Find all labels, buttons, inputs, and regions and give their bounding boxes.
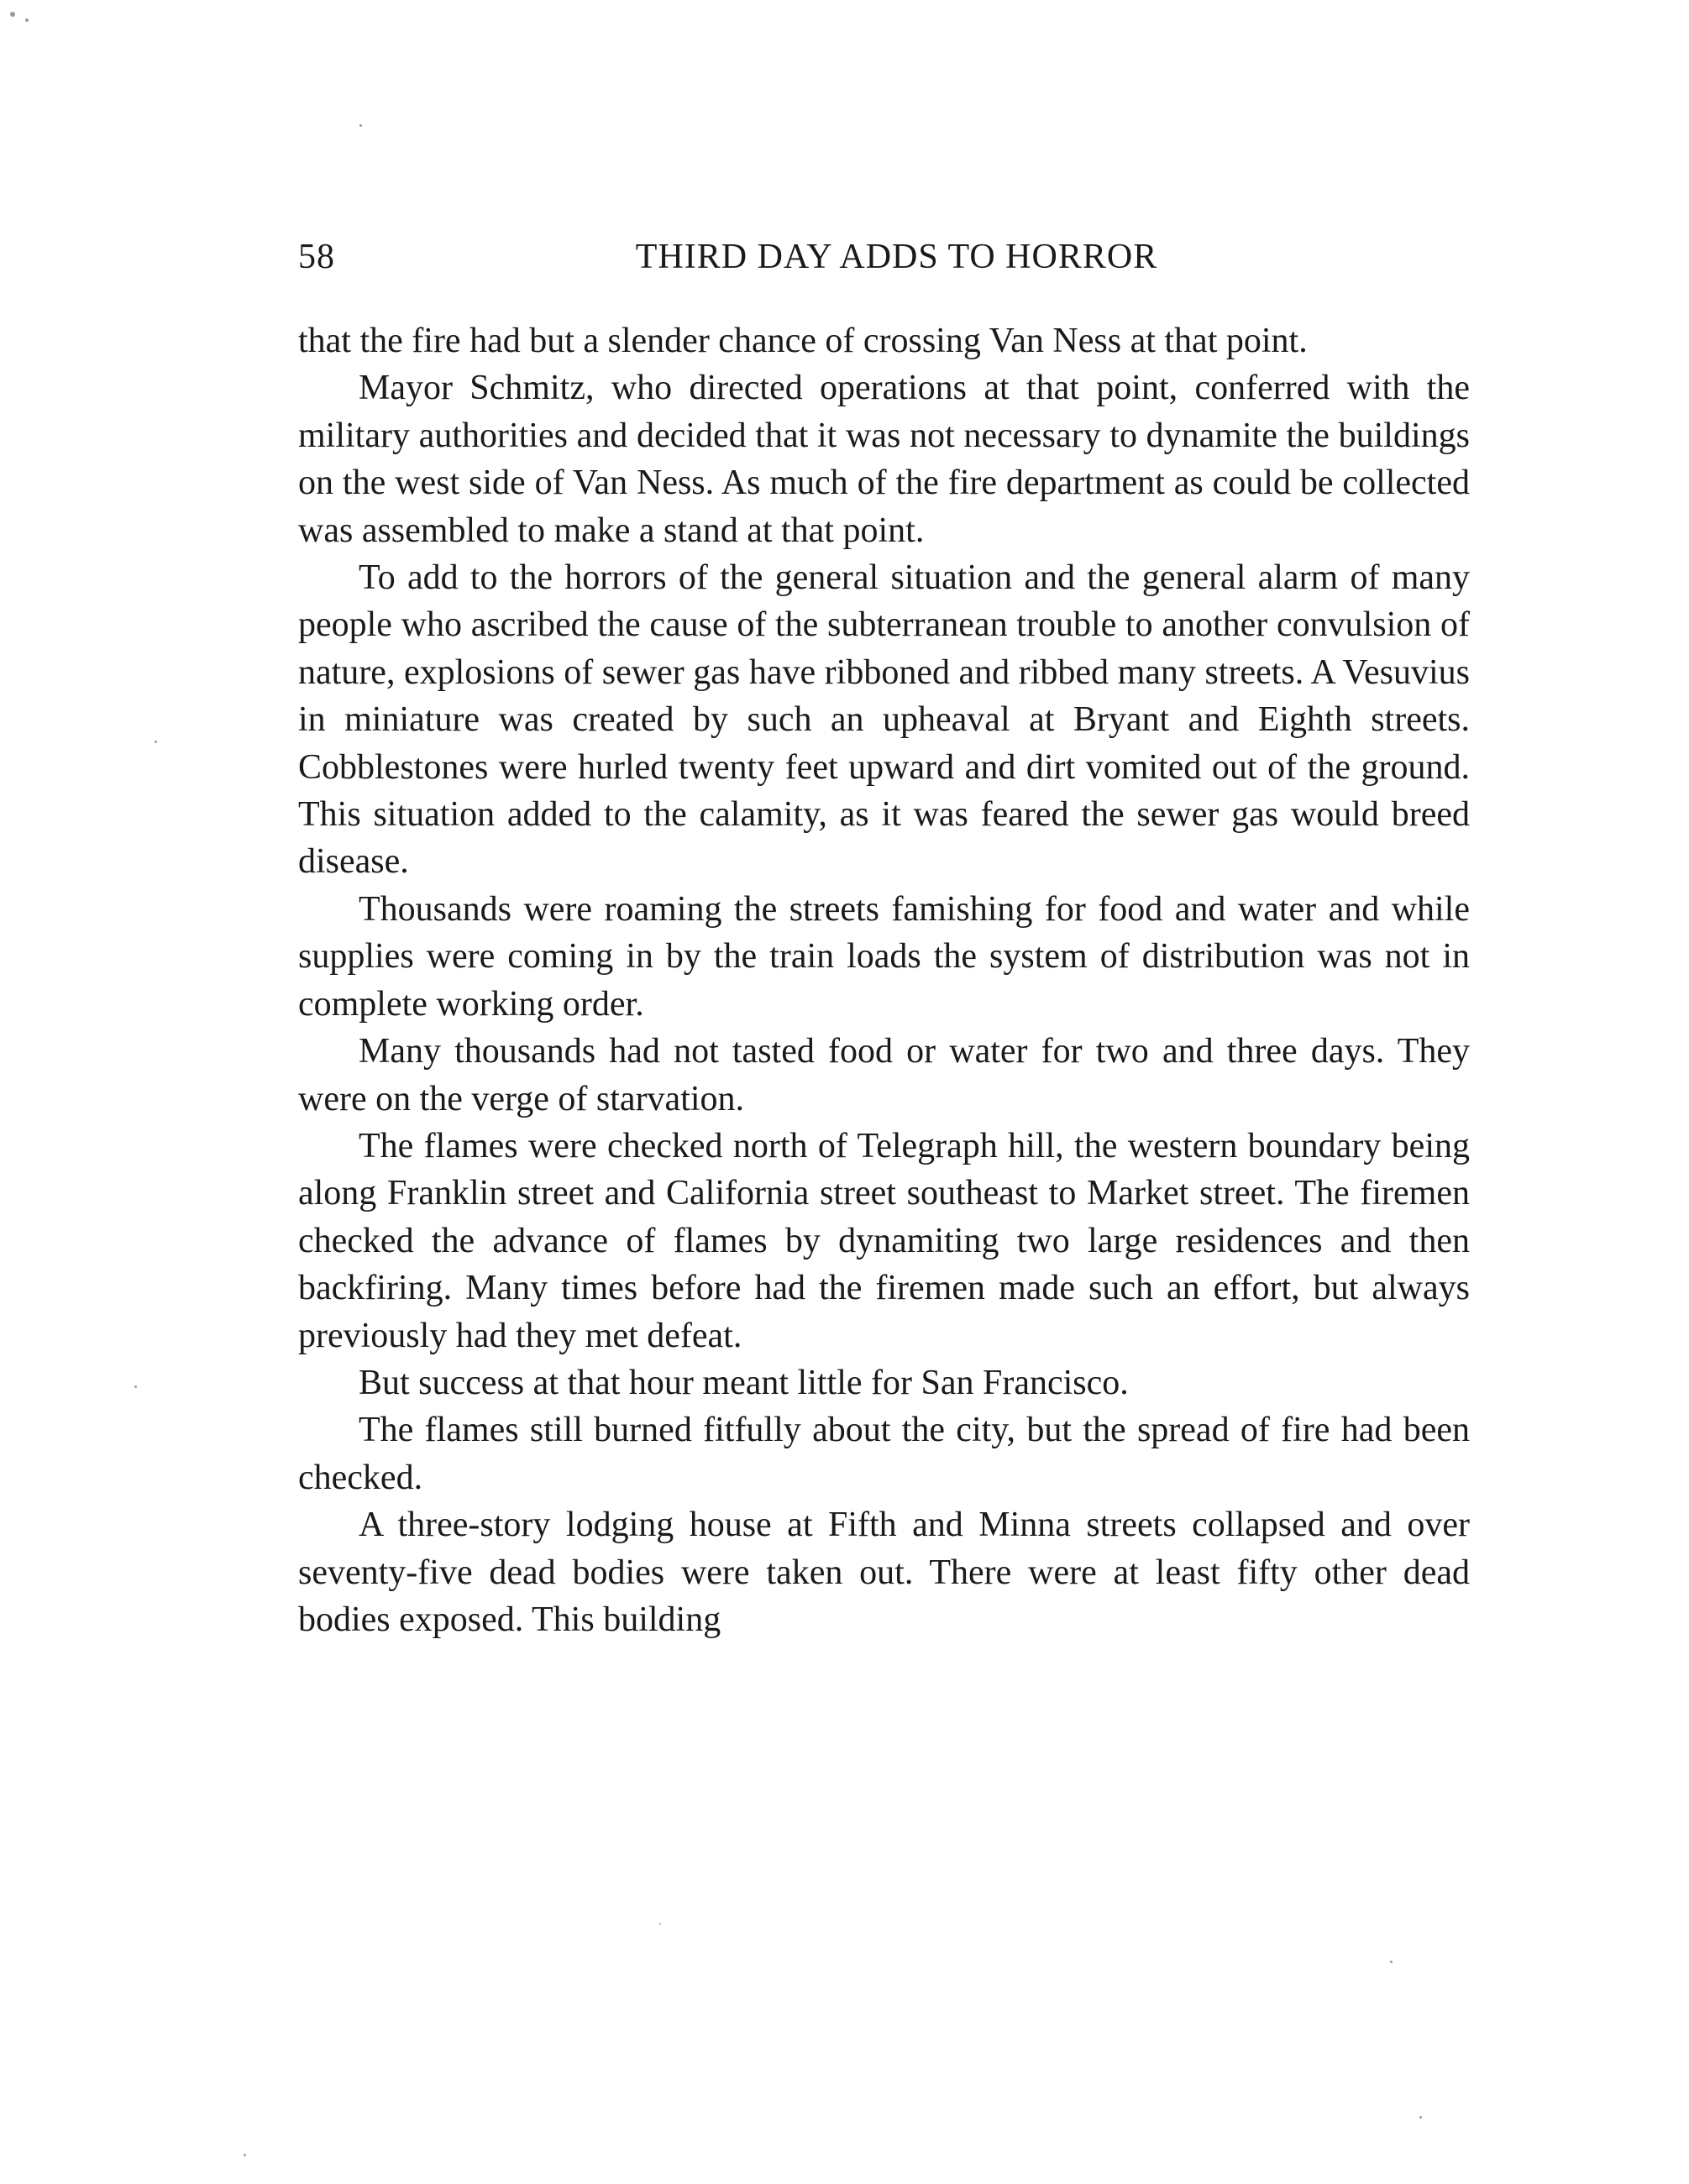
paragraph-8: The flames still burned fitfully about the city, but the spread of fire had been checked. [298,1411,1470,1497]
paragraph-9: A three-story lodging house at Fifth and Minna streets collapsed and over seventy-five dead bodies were taken out. There were at least fifty other dead bodies exposed. This building [298,1506,1470,1639]
scan-speck [1419,2116,1422,2119]
paragraph-1: that the fire had but a slender chance of crossing Van Ness at that point. [298,322,1308,360]
paragraph-4: Thousands were roaming the streets famishing for food and water and while supplies were coming in by the train loads the system of distribution was not in complete working order. [298,889,1470,1024]
paragraph-7: But success at that hour meant little for San Francisco. [359,1363,1129,1402]
running-head [298,237,1470,287]
scan-speck [359,124,362,127]
scan-speck [25,18,29,22]
running-title: THIRD DAY ADDS TO HORROR [635,238,1158,276]
paragraph-6: The flames were checked north of Telegraph hill, the western boundary being along Franklin street and California street southeast to Market street. The firemen checked the advance of flames by dynamiting two large residences and then backfiring. Many times before had the firemen made such an effort, but always previously had they met defeat. [298,1126,1470,1355]
page-number: 58 [298,238,335,276]
paragraph-5: Many thousands had not tasted food or water for two and three days. They were on the verge of starvation. [298,1032,1470,1118]
scan-speck [244,2154,246,2156]
scan-speck [134,1385,137,1388]
scan-speck [659,1923,661,1925]
paragraph-2: Mayor Schmitz, who directed operations at that point, conferred with the military authorities and decided that it was not necessary to dynamite the buildings on the west side of Van Ness. As much of the fire department as could be collected was assembled to make a stand at that point. [298,369,1470,550]
scan-speck [10,12,15,17]
body-text [298,317,1470,1643]
scan-speck [155,741,157,743]
scan-speck [1390,1961,1393,1963]
paragraph-3: To add to the horrors of the general situation and the general alarm of many people who ascribed the cause of the subterranean trouble to another convulsion of nature, explosions of sewer gas have ribboned and ribbed many streets. A Vesuvius in miniature was created by such an upheaval at Bryant and Eighth streets. Cobblestones were hurled twenty feet upward and dirt vomited out of the ground. This situation added to the calamity, as it was feared the sewer gas would breed disease. [298,558,1470,882]
